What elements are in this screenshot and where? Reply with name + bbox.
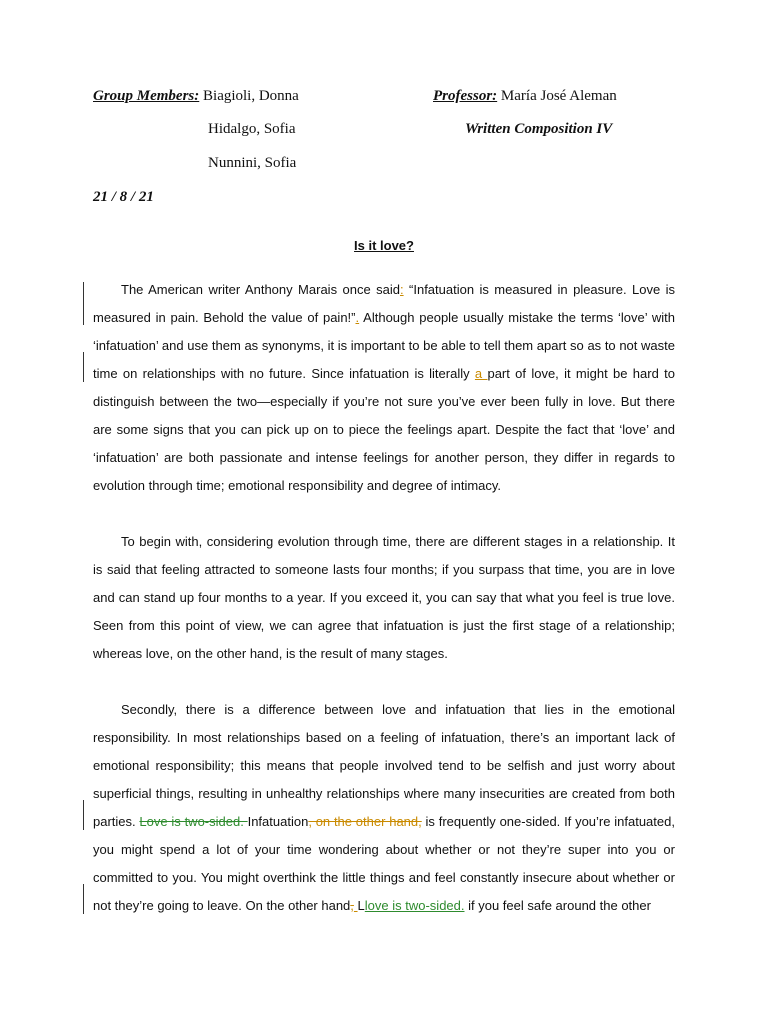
member-name: Hidalgo, Sofia: [208, 121, 296, 137]
document-date: 21 / 8 / 21: [93, 189, 154, 205]
revision-bar: [83, 884, 84, 914]
tracked-deletion: , on the other hand,: [308, 814, 422, 829]
revision-bar: [83, 800, 84, 830]
member-name: Nunnini, Sofia: [208, 155, 297, 171]
essay-title: Is it love?: [354, 238, 414, 253]
paragraph-responsibility: [93, 696, 675, 920]
paragraph-evolution: To begin with, considering evolution through time, there are different stages in a relationship. It is said that feeling attracted to someone lasts four months; if you surpass that time, you are in love and can stand up four months to a year. If you exceed it, you can say that what you feel is true love. Seen from this point of view, we can agree that infatuation is just the first stage of a relationship; whereas love, on the other hand, is the result of many stages.: [93, 534, 675, 661]
paragraph-intro: [93, 276, 675, 500]
tracked-deletion: ,: [350, 898, 354, 913]
professor-line: [433, 88, 617, 105]
member-name: Biagioli, Donna: [203, 88, 299, 104]
tracked-insertion: .: [355, 310, 360, 325]
text-run: “Infatuation is measured in pleasure. Love is measured in pain. Behold the value of pain!”: [93, 282, 675, 325]
text-run: part of love, it might be hard to distinguish between the two—especially if you’re not sure you’ve ever been fully in love. But there are some signs that you can pick up on to piece the feelings apart. Despite the fact that ‘love’ and ‘infatuation’ are both passionate and intense feelings for another person, they differ in regards to evolution through time; emotional responsibility and degree of intimacy.: [93, 366, 675, 493]
course-name: Written Composition IV: [465, 121, 613, 137]
text-run: Infatuation: [247, 814, 309, 829]
text-run: if you feel safe around the other: [464, 898, 651, 913]
group-members-line: [93, 88, 299, 105]
revision-bar: [83, 282, 84, 325]
tracked-insertion: love is two-sided.: [364, 898, 465, 913]
text-run: L: [357, 898, 365, 913]
professor-label: Professor:: [433, 88, 498, 104]
text-run: is frequently one-sided. If you’re infatuated, you might spend a lot of your time wondering about whether or not they’re super into you or committed to you. You might overthink the little things and feel constantly insecure about whether or not they’re going to leave. On the other hand: [93, 814, 675, 913]
group-members-label: Group Members:: [93, 88, 200, 104]
text-run: Secondly, there is a difference between love and infatuation that lies in the emotional responsibility. In most relationships based on a feeling of infatuation, there’s an important lack of emotional responsibility; this means that people involved tend to be selfish and just worry about superficial things, resulting in unhealthy relationships where many insecurities are created from both parties.: [93, 702, 675, 829]
tracked-insertion: :: [399, 282, 404, 297]
text-run: Although people usually mistake the terms ‘love’ with ‘infatuation’ and use them as synonyms, it is important to be able to tell them apart so as to not waste time on relationships with no future. Since infatuation is literally: [93, 310, 676, 381]
tracked-insertion: a: [474, 366, 488, 381]
revision-bar: [83, 352, 84, 382]
professor-name: María José Aleman: [500, 88, 617, 104]
text-run: The American writer Anthony Marais once said: [121, 282, 400, 297]
tracked-deletion: Love is two-sided.: [139, 814, 248, 829]
